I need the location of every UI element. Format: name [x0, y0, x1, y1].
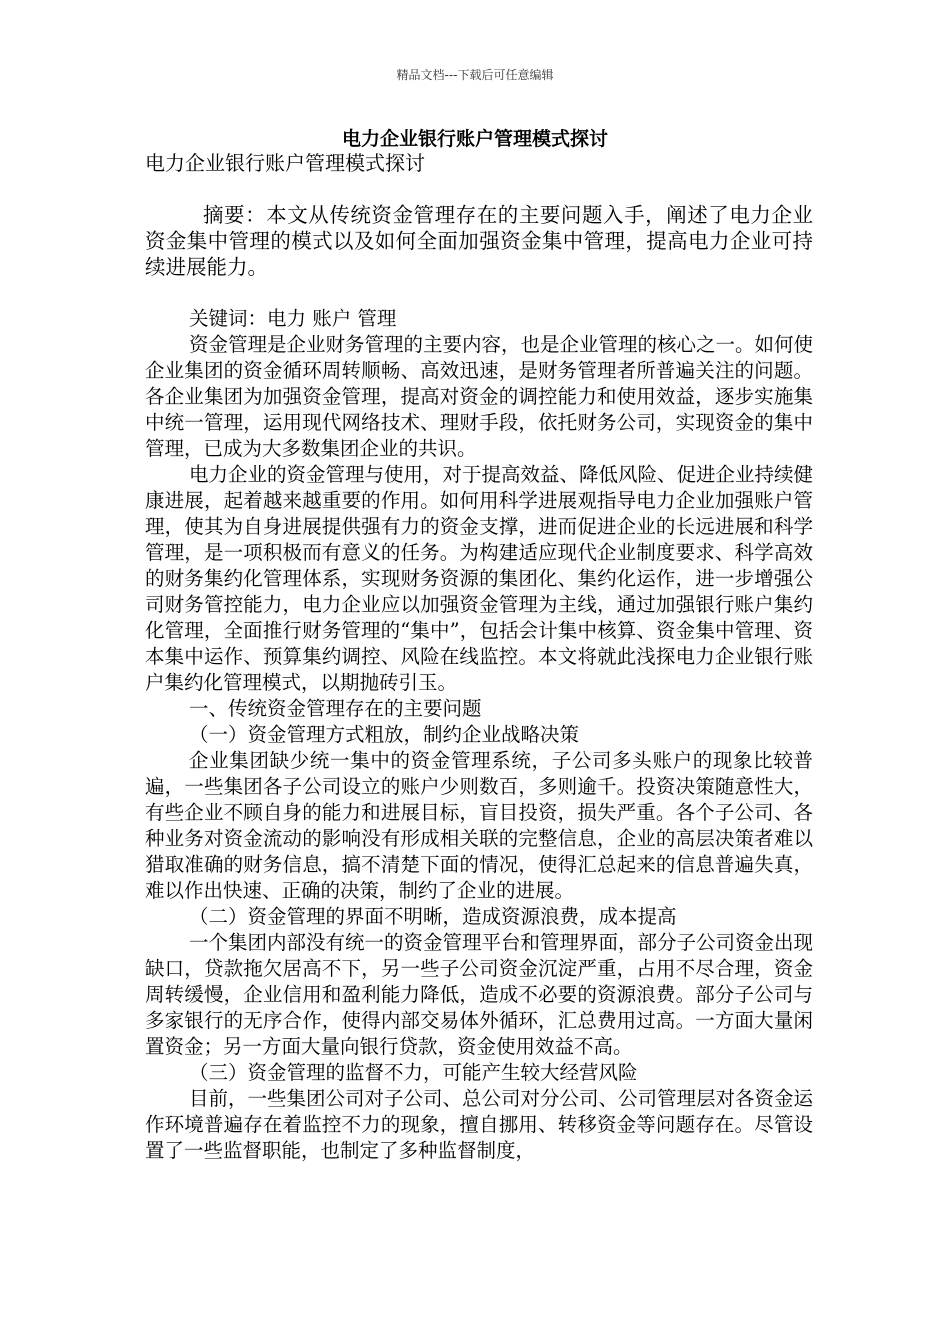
section-heading: 一、传统资金管理存在的主要问题 [189, 697, 482, 720]
header-note: 精品文档---下载后可任意编辑 [396, 68, 554, 82]
document-body [145, 150, 813, 1164]
body-paragraph: 资金管理是企业财务管理的主要内容，也是企业管理的核心之一。如何使企业集团的资金循环周转顺畅、高效迅速，是财务管理者所普遍关注的问题。各企业集团为加强资金管理，提高对资金的调控能力和使用效益，逐步实施集中统一管理，运用现代网络技术、理财手段，依托财务公司，实现资金的集中管理，已成为大多数集团企业的共识。 [145, 333, 814, 460]
subsection-heading: （一）资金管理方式粗放，制约企业战略决策 [189, 723, 580, 746]
document-subtitle: 电力企业银行账户管理模式探讨 [145, 151, 425, 175]
abstract-paragraph: 摘要：本文从传统资金管理存在的主要问题入手，阐述了电力企业资金集中管理的模式以及如何全面加强资金集中管理，提高电力企业可持续进展能力。 [145, 203, 813, 279]
body-paragraph: 一个集团内部没有统一的资金管理平台和管理界面，部分子公司资金出现缺口，贷款拖欠居高不下，另一些子公司资金沉淀严重，占用不尽合理，资金周转缓慢，企业信用和盈利能力降低，造成不必要的资源浪费。部分子公司与多家银行的无序合作，使得内部交易体外循环，汇总费用过高。一方面大量闲置资金；另一方面大量向银行贷款，资金使用效益不高。 [145, 931, 814, 1058]
subsection-heading: （三）资金管理的监督不力，可能产生较大经营风险 [189, 1061, 638, 1084]
subsection-heading: （二）资金管理的界面不明晰，造成资源浪费，成本提高 [189, 905, 677, 928]
body-paragraph: 电力企业的资金管理与使用，对于提高效益、降低风险、促进企业持续健康进展，起着越来越重要的作用。如何用科学进展观指导电力企业加强账户管理，使其为自身进展提供强有力的资金支撑，进而促进企业的长远进展和科学管理，是一项积极而有意义的任务。为构建适应现代企业制度要求、科学高效的财务集约化管理体系，实现财务资源的集团化、集约化运作，进一步增强公司财务管控能力，电力企业应以加强资金管理为主线，通过加强银行账户集约化管理，全面推行财务管理的“集中”，包括会计集中核算、资金集中管理、资本集中运作、预算集约调控、风险在线监控。本文将就此浅探电力企业银行账户集约化管理模式，以期抛砖引玉。 [145, 463, 814, 694]
keywords-line: 关键词：电力 账户 管理 [189, 307, 397, 330]
blank-line [145, 280, 813, 306]
body-paragraph: 目前，一些集团公司对子公司、总公司对分公司、公司管理层对各资金运作环境普遍存在着监控不力的现象，擅自挪用、转移资金等问题存在。尽管设置了一些监督职能，也制定了多种监督制度， [145, 1087, 814, 1162]
blank-line [145, 176, 813, 202]
document-title: 电力企业银行账户管理模式探讨 [341, 128, 608, 150]
body-paragraph: 企业集团缺少统一集中的资金管理系统，子公司多头账户的现象比较普遍，一些集团各子公司设立的账户少则数百，多则逾千。投资决策随意性大，有些企业不顾自身的能力和进展目标，盲目投资，损失严重。各个子公司、各种业务对资金流动的影响没有形成相关联的完整信息，企业的高层决策者难以猎取准确的财务信息，搞不清楚下面的情况，使得汇总起来的信息普遍失真，难以作出快速、正确的决策，制约了企业的进展。 [145, 749, 813, 902]
